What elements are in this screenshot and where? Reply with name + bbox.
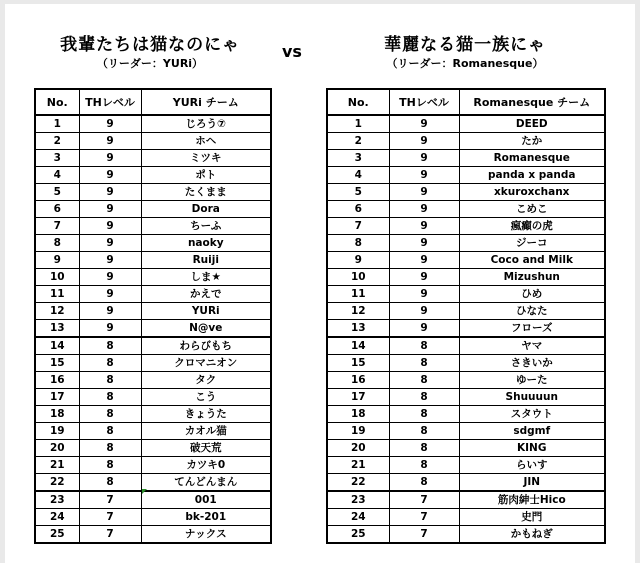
cell-th-level: 8 bbox=[389, 406, 459, 423]
cell-th-level: 9 bbox=[79, 269, 141, 286]
table-row bbox=[35, 355, 271, 372]
table-row bbox=[327, 184, 605, 201]
cell-player-name: DEED bbox=[459, 115, 605, 133]
cell-th-level: 8 bbox=[389, 389, 459, 406]
table-row bbox=[35, 440, 271, 457]
cell-no: 23 bbox=[327, 491, 389, 509]
cell-player-name: フローズ bbox=[459, 320, 605, 338]
cell-player-name: 筋肉紳士Hico bbox=[459, 491, 605, 509]
cell-th-level: 8 bbox=[79, 389, 141, 406]
cell-player-name: 001 bbox=[141, 491, 271, 509]
table-row bbox=[327, 320, 605, 338]
table-row bbox=[35, 218, 271, 235]
cell-player-name: こめこ bbox=[459, 201, 605, 218]
cell-no: 11 bbox=[327, 286, 389, 303]
table-row bbox=[35, 389, 271, 406]
cell-no: 1 bbox=[327, 115, 389, 133]
table-row bbox=[35, 252, 271, 269]
cell-player-name: Coco and Milk bbox=[459, 252, 605, 269]
table-row bbox=[35, 406, 271, 423]
cell-player-name: ホヘ bbox=[141, 133, 271, 150]
cell-no: 14 bbox=[35, 337, 79, 355]
cell-th-level: 7 bbox=[79, 509, 141, 526]
cell-player-name: スタウト bbox=[459, 406, 605, 423]
table-row bbox=[327, 423, 605, 440]
cell-no: 12 bbox=[327, 303, 389, 320]
table-row bbox=[327, 474, 605, 492]
table-row bbox=[327, 133, 605, 150]
cell-th-level: 8 bbox=[79, 372, 141, 389]
cell-player-name: KING bbox=[459, 440, 605, 457]
cell-th-level: 9 bbox=[389, 201, 459, 218]
cell-no: 17 bbox=[35, 389, 79, 406]
cell-player-name: N@ve bbox=[141, 320, 271, 338]
cell-no: 7 bbox=[327, 218, 389, 235]
cell-no: 9 bbox=[327, 252, 389, 269]
cell-th-level: 9 bbox=[389, 303, 459, 320]
cell-no: 11 bbox=[35, 286, 79, 303]
table-row bbox=[327, 235, 605, 252]
table-row bbox=[327, 440, 605, 457]
cell-no: 25 bbox=[35, 526, 79, 544]
cell-player-name: ジーコ bbox=[459, 235, 605, 252]
cell-th-level: 8 bbox=[389, 474, 459, 492]
cell-player-name: Mizushun bbox=[459, 269, 605, 286]
cell-th-level: 9 bbox=[389, 133, 459, 150]
header-team: YURi チーム bbox=[141, 89, 271, 115]
table-row bbox=[35, 509, 271, 526]
table-row bbox=[35, 184, 271, 201]
cell-no: 13 bbox=[35, 320, 79, 338]
table-row bbox=[35, 491, 271, 509]
cell-th-level: 7 bbox=[389, 526, 459, 544]
cell-th-level: 8 bbox=[389, 355, 459, 372]
cell-th-level: 8 bbox=[79, 337, 141, 355]
cell-no: 15 bbox=[35, 355, 79, 372]
cell-no: 1 bbox=[35, 115, 79, 133]
table-row bbox=[327, 491, 605, 509]
table-header-row bbox=[35, 89, 271, 115]
cell-player-name: かもねぎ bbox=[459, 526, 605, 544]
header-no: No. bbox=[327, 89, 389, 115]
table-row bbox=[35, 372, 271, 389]
cell-th-level: 9 bbox=[389, 286, 459, 303]
cell-th-level: 9 bbox=[79, 320, 141, 338]
cell-no: 5 bbox=[35, 184, 79, 201]
cell-no: 4 bbox=[327, 167, 389, 184]
cell-player-name: ナックス bbox=[141, 526, 271, 544]
cell-th-level: 7 bbox=[389, 509, 459, 526]
cell-no: 3 bbox=[327, 150, 389, 167]
cell-player-name: たくまま bbox=[141, 184, 271, 201]
cell-th-level: 8 bbox=[389, 372, 459, 389]
cell-player-name: Dora bbox=[141, 201, 271, 218]
table-row bbox=[327, 337, 605, 355]
cell-player-name: わらびもち bbox=[141, 337, 271, 355]
cell-no: 16 bbox=[35, 372, 79, 389]
cell-player-name: ひなた bbox=[459, 303, 605, 320]
cell-no: 20 bbox=[327, 440, 389, 457]
cell-player-name: ポト bbox=[141, 167, 271, 184]
cell-th-level: 9 bbox=[79, 133, 141, 150]
cell-th-level: 9 bbox=[389, 252, 459, 269]
cell-th-level: 8 bbox=[389, 337, 459, 355]
cell-th-level: 9 bbox=[389, 235, 459, 252]
cell-player-name: ひめ bbox=[459, 286, 605, 303]
cell-no: 19 bbox=[327, 423, 389, 440]
cell-player-name: Romanesque bbox=[459, 150, 605, 167]
cell-no: 21 bbox=[327, 457, 389, 474]
cell-player-name: しま★ bbox=[141, 269, 271, 286]
cell-no: 2 bbox=[35, 133, 79, 150]
right-team-leader: （リーダー：Romanesque） bbox=[386, 57, 544, 70]
cell-no: 22 bbox=[35, 474, 79, 492]
right-team-title: 華麗なる猫一族にゃ bbox=[384, 35, 546, 55]
cell-no: 18 bbox=[327, 406, 389, 423]
table-row bbox=[35, 269, 271, 286]
cell-player-name: ミツキ bbox=[141, 150, 271, 167]
table-row bbox=[327, 252, 605, 269]
header-team: Romanesque チーム bbox=[459, 89, 605, 115]
table-row bbox=[35, 526, 271, 544]
header-th-level: THレベル bbox=[389, 89, 459, 115]
cell-player-name: ちーふ bbox=[141, 218, 271, 235]
cell-player-name: Shuuuun bbox=[459, 389, 605, 406]
left-team-roster-table bbox=[34, 88, 272, 544]
cell-player-name: 瘋癲の虎 bbox=[459, 218, 605, 235]
table-row bbox=[35, 201, 271, 218]
table-row bbox=[35, 133, 271, 150]
cell-player-name: さきいか bbox=[459, 355, 605, 372]
cell-no: 15 bbox=[327, 355, 389, 372]
table-row bbox=[35, 474, 271, 492]
cell-th-level: 9 bbox=[389, 150, 459, 167]
cell-player-name: カツキ0 bbox=[141, 457, 271, 474]
header-no: No. bbox=[35, 89, 79, 115]
cell-no: 21 bbox=[35, 457, 79, 474]
cell-no: 13 bbox=[327, 320, 389, 338]
table-row bbox=[35, 337, 271, 355]
cell-th-level: 9 bbox=[389, 218, 459, 235]
cell-player-name: 破天荒 bbox=[141, 440, 271, 457]
cell-th-level: 9 bbox=[79, 252, 141, 269]
cell-player-name: ゆーた bbox=[459, 372, 605, 389]
table-row bbox=[327, 509, 605, 526]
cell-no: 18 bbox=[35, 406, 79, 423]
cell-th-level: 9 bbox=[79, 286, 141, 303]
cell-th-level: 8 bbox=[79, 355, 141, 372]
cell-th-level: 9 bbox=[389, 115, 459, 133]
cell-player-name: ヤマ bbox=[459, 337, 605, 355]
cell-player-name: 史門 bbox=[459, 509, 605, 526]
cell-no: 20 bbox=[35, 440, 79, 457]
cell-no: 12 bbox=[35, 303, 79, 320]
cell-th-level: 8 bbox=[389, 440, 459, 457]
cell-player-name: たか bbox=[459, 133, 605, 150]
cell-player-name: きょうた bbox=[141, 406, 271, 423]
cell-player-name: xkuroxchanx bbox=[459, 184, 605, 201]
table-row bbox=[327, 115, 605, 133]
table-row bbox=[35, 115, 271, 133]
cell-player-name: らいす bbox=[459, 457, 605, 474]
cell-no: 7 bbox=[35, 218, 79, 235]
table-row bbox=[35, 167, 271, 184]
cell-th-level: 9 bbox=[79, 150, 141, 167]
cell-player-name: てんどんまん bbox=[141, 474, 271, 492]
cell-th-level: 9 bbox=[79, 235, 141, 252]
table-row bbox=[327, 355, 605, 372]
cell-no: 8 bbox=[35, 235, 79, 252]
cell-no: 16 bbox=[327, 372, 389, 389]
cell-no: 3 bbox=[35, 150, 79, 167]
cell-player-name: クロマニオン bbox=[141, 355, 271, 372]
table-row bbox=[35, 320, 271, 338]
cell-player-name: かえで bbox=[141, 286, 271, 303]
cell-no: 4 bbox=[35, 167, 79, 184]
cell-th-level: 8 bbox=[389, 423, 459, 440]
table-row bbox=[327, 526, 605, 544]
table-row bbox=[327, 406, 605, 423]
cell-th-level: 8 bbox=[79, 457, 141, 474]
cell-player-name: Ruiji bbox=[141, 252, 271, 269]
table-row bbox=[327, 167, 605, 184]
table-row bbox=[327, 150, 605, 167]
table-row bbox=[35, 303, 271, 320]
table-row bbox=[327, 218, 605, 235]
vs-label: vs bbox=[282, 42, 302, 61]
cell-no: 9 bbox=[35, 252, 79, 269]
cell-player-name: タク bbox=[141, 372, 271, 389]
cell-th-level: 9 bbox=[79, 115, 141, 133]
table-row bbox=[327, 389, 605, 406]
cell-player-name: じろう⑦ bbox=[141, 115, 271, 133]
right-team-roster-table bbox=[326, 88, 606, 544]
cell-th-level: 9 bbox=[79, 303, 141, 320]
cell-player-name: sdgmf bbox=[459, 423, 605, 440]
cell-comment-marker bbox=[142, 489, 147, 494]
cell-no: 25 bbox=[327, 526, 389, 544]
cell-player-name: naoky bbox=[141, 235, 271, 252]
cell-th-level: 9 bbox=[389, 184, 459, 201]
cell-no: 23 bbox=[35, 491, 79, 509]
left-team-title: 我輩たちは猫なのにゃ bbox=[60, 35, 240, 55]
cell-th-level: 7 bbox=[79, 491, 141, 509]
cell-player-name: YURi bbox=[141, 303, 271, 320]
cell-no: 22 bbox=[327, 474, 389, 492]
table-row bbox=[327, 457, 605, 474]
table-row bbox=[327, 286, 605, 303]
cell-th-level: 9 bbox=[79, 167, 141, 184]
cell-th-level: 8 bbox=[79, 423, 141, 440]
cell-th-level: 8 bbox=[389, 457, 459, 474]
cell-no: 24 bbox=[35, 509, 79, 526]
table-row bbox=[35, 286, 271, 303]
table-row bbox=[35, 457, 271, 474]
cell-player-name: JIN bbox=[459, 474, 605, 492]
table-header-row bbox=[327, 89, 605, 115]
cell-th-level: 9 bbox=[79, 184, 141, 201]
cell-player-name: bk-201 bbox=[141, 509, 271, 526]
cell-no: 6 bbox=[35, 201, 79, 218]
cell-th-level: 9 bbox=[389, 269, 459, 286]
cell-no: 24 bbox=[327, 509, 389, 526]
cell-th-level: 8 bbox=[79, 406, 141, 423]
cell-player-name: こう bbox=[141, 389, 271, 406]
cell-no: 5 bbox=[327, 184, 389, 201]
cell-th-level: 9 bbox=[79, 218, 141, 235]
cell-player-name: panda x panda bbox=[459, 167, 605, 184]
table-row bbox=[327, 201, 605, 218]
table-row bbox=[327, 269, 605, 286]
cell-th-level: 8 bbox=[79, 440, 141, 457]
header-th-level: THレベル bbox=[79, 89, 141, 115]
cell-no: 8 bbox=[327, 235, 389, 252]
table-row bbox=[35, 423, 271, 440]
cell-th-level: 9 bbox=[389, 167, 459, 184]
cell-th-level: 8 bbox=[79, 474, 141, 492]
table-row bbox=[327, 303, 605, 320]
table-row bbox=[35, 235, 271, 252]
cell-no: 17 bbox=[327, 389, 389, 406]
cell-no: 19 bbox=[35, 423, 79, 440]
cell-th-level: 7 bbox=[389, 491, 459, 509]
left-team-leader: （リーダー：YURi） bbox=[96, 57, 204, 70]
cell-no: 10 bbox=[35, 269, 79, 286]
table-row bbox=[35, 150, 271, 167]
cell-no: 2 bbox=[327, 133, 389, 150]
table-row bbox=[327, 372, 605, 389]
cell-no: 6 bbox=[327, 201, 389, 218]
cell-th-level: 9 bbox=[389, 320, 459, 338]
cell-th-level: 9 bbox=[79, 201, 141, 218]
cell-no: 10 bbox=[327, 269, 389, 286]
cell-no: 14 bbox=[327, 337, 389, 355]
cell-player-name: カオル猫 bbox=[141, 423, 271, 440]
cell-th-level: 7 bbox=[79, 526, 141, 544]
